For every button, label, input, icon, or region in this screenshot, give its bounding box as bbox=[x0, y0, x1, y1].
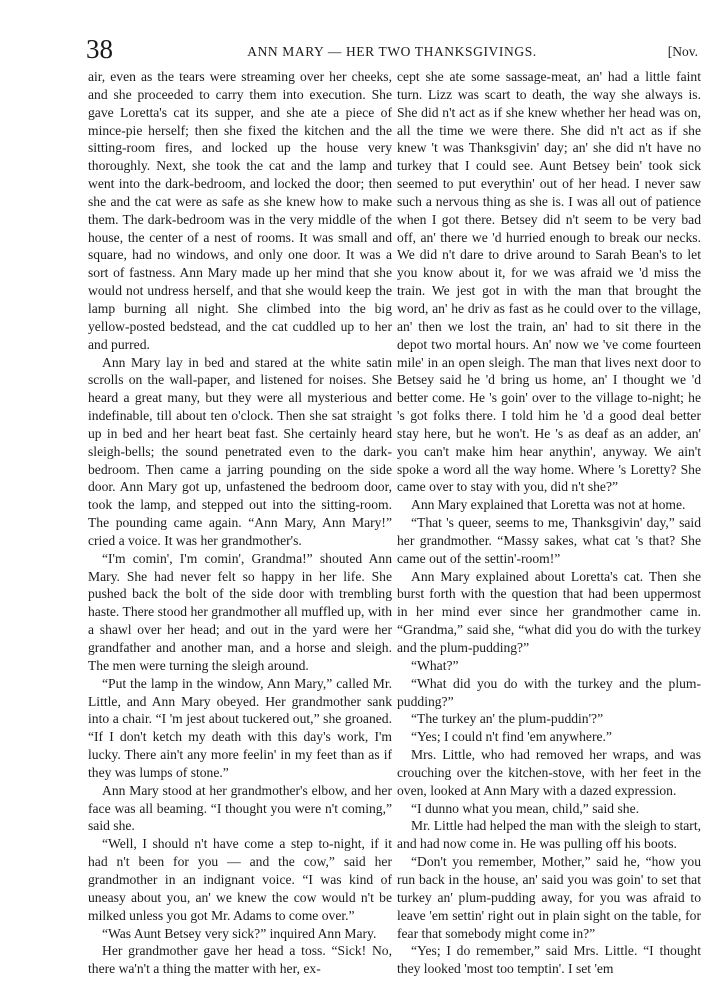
paragraph: Her grandmother gave her head a toss. “Sick! No, there wa'n't a thing the matter with her, ex- bbox=[88, 943, 392, 977]
paragraph: “I dunno what you mean, child,” said she. bbox=[411, 800, 640, 816]
paragraph: Ann Mary lay in bed and stared at the white satin scrolls on the wall-paper, and listened for noises. She heard a great many, but they were all mysterious and indefinable, till about ten o'clock. Then she sat straight up in bed and her heart beat fast. She certainly heard sleigh-bells; the sound penetrated even to the dark-bedroom. Then came a jarring pounding on the side door. Ann Mary got up, unfastened the bedroom door, took the lamp, and stepped out into the sitting-room. The pounding came again. “Ann Mary, Ann Mary!” cried a voice. It was her grandmother's. bbox=[88, 354, 392, 548]
paragraph: air, even as the tears were streaming over her cheeks, and she proceeded to carry them into execution. She gave Loretta's cat its supper, and she ate a piece of mince-pie herself; then she fixed the kitchen and the sitting-room fires, and locked up the house very thoroughly. Next, she took the cat and the lamp and went into the dark-bedroom, and locked the door; then she and the cat were as safe as she knew how to make them. The dark-bedroom was in the very middle of the house, the center of a nest of rooms. It was small and square, had no windows, and only one door. It was a sort of fastness. Ann Mary made up her mind that she would not undress herself, and that she would keep the lamp burning all night. She climbed into the big yellow-posted bedstead, and the cat cuddled up to her and purred. bbox=[88, 69, 392, 352]
left-column bbox=[88, 68, 392, 978]
paragraph: Mr. Little had helped the man with the sleigh to start, and had now come in. He was pulling off his boots. bbox=[397, 818, 701, 852]
issue-label: [Nov. bbox=[667, 44, 698, 59]
paragraph: Ann Mary explained about Loretta's cat. Then she burst forth with the question that had been uppermost in her mind ever since her grandmother came in. “Grandma,” said she, “what did you do with the turkey and the plum-pudding?” bbox=[397, 568, 701, 655]
paragraph: “I'm comin', I'm comin', Grandma!” shouted Ann Mary. She had never felt so happy in her life. She pushed back the bolt of the side door with trembling haste. There stood her grandmother all muffled up, with a shawl over her head; and out in the yard were her grandfather and another man, and a horse and sleigh. The men were turning the sleigh around. bbox=[88, 550, 392, 673]
paragraph: “That 's queer, seems to me, Thanksgivin' day,” said her grandmother. “Massy sakes, what cat 's that? She came out of the settin'-room!” bbox=[397, 515, 701, 566]
paragraph: “Yes; I could n't find 'em anywhere.” bbox=[411, 729, 612, 745]
paragraph: “What?” bbox=[411, 657, 459, 673]
paragraph: Ann Mary explained that Loretta was not at home. bbox=[411, 497, 686, 513]
paragraph: “Well, I should n't have come a step to-night, if it had n't been for you — and the cow,” said her grandmother in an indignant voice. “I was kind of uneasy about you, an' we knew the cow would n't be milked unless you got Mr. Adams to come over.” bbox=[88, 836, 392, 923]
paragraph: “Was Aunt Betsey very sick?” inquired Ann Mary. bbox=[102, 925, 377, 941]
paragraph: “Put the lamp in the window, Ann Mary,” called Mr. Little, and Ann Mary obeyed. Her grandmother sank into a chair. “I 'm jest about tuckered out,” she groaned. “If I don't ketch my death with this day's work, I'm lucky. There ain't any more feelin' in my feet than as if they was lumps of stone.” bbox=[88, 675, 392, 780]
paragraph: “What did you do with the turkey and the plum-pudding?” bbox=[397, 675, 701, 709]
paragraph: “Don't you remember, Mother,” said he, “how you run back in the house, an' said you was goin' to set that turkey an' plum-pudding away, for you was afraid to leave 'em settin' right out in plain sight on the table, for fear that somebody might come in?” bbox=[397, 854, 701, 941]
page-header bbox=[86, 34, 698, 64]
paragraph: cept she ate some sassage-meat, an' had a little faint turn. Lizz was scart to death, the way she always is. She did n't act as if she knew whether her head was on, all the time we were there. She did n't act as if she knew 't was Thanksgivin' day; an' she did n't have no turkey that I could see. Aunt Betsey bein' took sick seemed to put everythin' out of her head. I never saw such a nervous thing as she is. I was all out of patience when I got there. Betsey did n't seem to be very bad off, an' there we 'd hurried enough to break our necks. We did n't dare to drive around to Sarah Bean's to let you know about it, for we was afraid we 'd miss the train. We jest got in with the man that brought the word, an' he driv as fast as he could over to the village, an' then we lost the train, an' had to sit there in the depot two mortal hours. An' now we 've come fourteen mile' in an open sleigh. The man that lives next door to Betsey said he 'd bring us home, an' I thought we 'd better come. He 's goin' over to the village to-night; he 's got folks there. I told him he 'd a good deal better stay here, but he won't. He 's as deaf as an adder, an' you can't make him hear anythin', anyway. We ain't spoke a word all the way home. Where 's Loretty? She came over to stay with you, did n't she?” bbox=[397, 69, 701, 495]
paragraph: “The turkey an' the plum-puddin'?” bbox=[411, 711, 604, 727]
paragraph: “Yes; I do remember,” said Mrs. Little. “I thought they looked 'most too temptin'. I set 'em bbox=[397, 943, 701, 977]
paragraph: Mrs. Little, who had removed her wraps, and was crouching over the kitchen-stove, with her feet in the oven, looked at Ann Mary with a dazed expression. bbox=[397, 747, 701, 798]
page-number: 38 bbox=[86, 34, 113, 64]
running-title: ANN MARY — HER TWO THANKSGIVINGS. bbox=[247, 44, 537, 59]
right-column bbox=[397, 68, 701, 978]
paragraph: Ann Mary stood at her grandmother's elbow, and her face was all beaming. “I thought you were n't coming,” said she. bbox=[88, 782, 392, 834]
